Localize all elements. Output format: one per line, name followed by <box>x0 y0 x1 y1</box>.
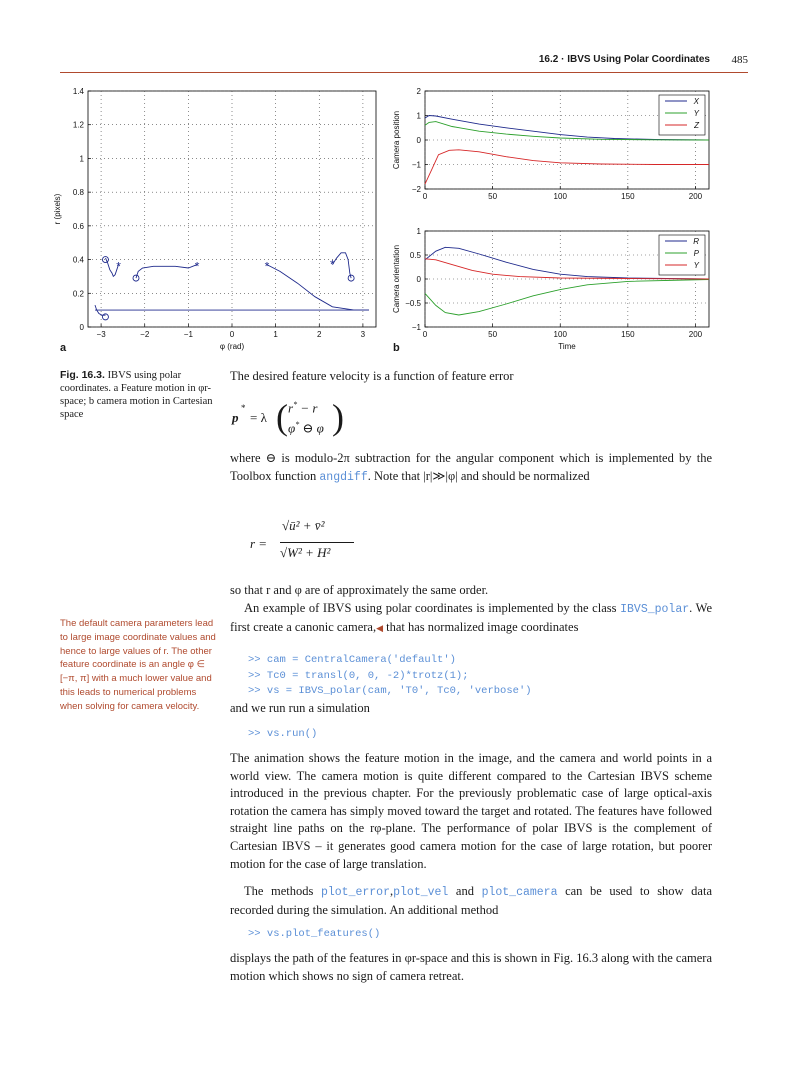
caption-label: Fig. 16.3. <box>60 369 105 381</box>
running-header <box>60 50 748 73</box>
eq2-numerator: √ū² + v̄² <box>282 518 325 533</box>
y-tick-label: −1 <box>411 160 421 170</box>
section-title: 16.2 · IBVS Using Polar Coordinates <box>538 54 710 65</box>
code-plot-vel: plot_vel <box>393 886 449 899</box>
figure-caption <box>60 369 218 421</box>
series-line-2 <box>136 265 197 279</box>
paragraph-6: The animation shows the feature motion in the image, and the camera and world points in a world view. The camera motion is quite different compared to the Cartesian IBVS scheme introduced in the previous chapter. For the previously problematic case of large optical-axis rotation the camera has simply moved toward the target and rotated. The features have followed straight line paths on the rφ-plane. The performance of polar IBVS is the complement of Cartesian IBVS – it generates good camera motion for the case of large rotation, but poorer motion for the case of large translation. <box>230 751 712 871</box>
x-tick-label: 200 <box>688 330 703 339</box>
y-tick-label: 1.2 <box>72 120 84 130</box>
series-line-P <box>425 280 709 316</box>
eq2-denominator: √W² + H² <box>280 545 331 560</box>
equation-2 <box>250 518 370 566</box>
caption-text: IBVS using polar coordinates. a Feature motion in φr-space; b camera motion in Cartesian space <box>60 370 213 420</box>
p2-text-b: . Note that |r|≫|φ| and should be normalized <box>367 468 590 483</box>
x-tick-label: 200 <box>688 192 703 201</box>
y-tick-label: −2 <box>411 185 421 194</box>
eq1-lhs: p <box>232 410 239 425</box>
x-axis-label: φ (rad) <box>219 342 245 351</box>
x-tick-label: 0 <box>422 192 428 201</box>
x-tick-label: 1 <box>273 330 278 339</box>
paragraph-8: displays the path of the features in φr-space and this is shown in Fig. 16.3 along with the camera motion which shows no sign of camera retreat. <box>230 951 712 983</box>
margin-note-marker-icon: ◀ <box>376 622 384 633</box>
x-axis-label: Time <box>558 342 576 351</box>
legend-label: R <box>693 237 699 246</box>
y-tick-label: 1 <box>416 111 421 121</box>
y-tick-label: −0.5 <box>405 299 421 308</box>
start-marker <box>102 257 108 263</box>
x-tick-label: 150 <box>621 330 635 339</box>
legend-label: Z <box>694 121 699 130</box>
p7-and: and <box>448 884 482 898</box>
paragraph-4 <box>230 600 712 637</box>
y-tick-label: 0 <box>416 136 421 145</box>
x-tick-label: 0 <box>422 330 428 339</box>
x-tick-label: 100 <box>553 192 567 201</box>
paragraph-5: and we run run a simulation <box>230 701 370 715</box>
p4-text-a: An example of IBVS using polar coordinates is implemented by the class <box>244 601 621 615</box>
series-line-5 <box>332 253 351 278</box>
y-tick-label: 0.2 <box>72 289 84 299</box>
legend-label: Y <box>693 109 699 118</box>
equation-1: p * = λ ( r* − r φ* ⊖ φ ) <box>232 397 344 437</box>
eq2-lhs: r = <box>250 536 268 551</box>
y-tick-label: 1.4 <box>72 87 84 96</box>
code-block-2: >> vs.run() <box>248 728 318 740</box>
y-tick-label: 0.8 <box>72 188 84 198</box>
code-plot-error: plot_error <box>320 886 390 899</box>
legend-label: Y <box>693 261 699 270</box>
y-tick-label: 1 <box>416 227 421 236</box>
p2-text-a: where ⊖ is modulo-2π subtraction for the angular component which is implemented by the Toolbox function <box>230 451 712 483</box>
start-marker <box>133 275 139 281</box>
y-axis-label: Camera position <box>392 110 401 170</box>
margin-note: The default camera parameters lead to large image coordinate values and hence to large values of r. The other feature coordinate is an angle φ ∈ [−π, π] with a much lower value and this leads to numerical problems when solving for camera velocity. <box>60 618 216 712</box>
end-marker: * <box>194 259 200 274</box>
x-tick-label: 2 <box>317 330 322 339</box>
end-marker: * <box>116 259 121 274</box>
paragraph-3: so that r and φ are of approximately the same order. <box>230 583 489 597</box>
code-line: >> cam = CentralCamera('default') <box>248 654 456 666</box>
y-tick-label: 1 <box>79 154 84 164</box>
chart-panel-b-top <box>385 82 715 207</box>
code-block-1 <box>248 653 532 700</box>
page-number: 485 <box>731 54 748 66</box>
y-axis-label: r (pixels) <box>53 193 62 225</box>
p7-text-a: The methods <box>244 884 321 898</box>
code-block-3: >> vs.plot_features() <box>248 928 381 940</box>
y-tick-label: −1 <box>411 323 421 332</box>
paragraph-2 <box>230 450 712 486</box>
series-line-Z <box>425 150 709 184</box>
x-tick-label: 3 <box>360 330 366 339</box>
chart-panel-a <box>52 82 382 357</box>
p4-text-c: that has normalized image coordinates <box>383 619 579 634</box>
x-tick-label: −2 <box>140 330 150 339</box>
chart-panel-b-bottom <box>385 224 715 357</box>
paragraph-7 <box>230 883 712 919</box>
p7-sep: , <box>389 884 394 898</box>
legend-label: P <box>693 249 699 258</box>
end-marker: * <box>330 257 335 272</box>
p4-text-b: . We first create a canonic camera, <box>230 601 712 634</box>
y-tick-label: 0.4 <box>72 255 84 265</box>
y-tick-label: 0 <box>79 323 84 332</box>
panel-b-letter: b <box>393 342 400 354</box>
x-tick-label: 150 <box>621 192 635 201</box>
x-tick-label: −3 <box>96 330 106 339</box>
p7-text-b: can be used to show data recorded during the simulation. An additional method <box>230 884 712 917</box>
y-axis-label: Camera orientation <box>392 244 401 314</box>
paragraph-1: The desired feature velocity is a function of feature error <box>230 369 514 383</box>
x-tick-label: 50 <box>488 330 498 339</box>
legend-label: X <box>693 97 699 106</box>
x-tick-label: 50 <box>488 192 498 201</box>
panel-a-letter: a <box>60 342 67 354</box>
y-tick-label: 0.6 <box>72 221 84 231</box>
end-marker: * <box>264 259 270 274</box>
code-line: >> Tc0 = transl(0, 0, -2)*trotz(1); <box>248 669 469 682</box>
x-tick-label: 0 <box>229 330 235 339</box>
x-tick-label: −1 <box>183 330 193 339</box>
start-marker <box>348 275 354 281</box>
y-tick-label: 0.5 <box>409 251 421 260</box>
y-tick-label: 2 <box>416 87 421 96</box>
x-tick-label: 100 <box>553 330 567 339</box>
series-line-3 <box>267 265 369 311</box>
y-tick-label: 0 <box>416 275 421 284</box>
code-ibvs-polar: IBVS_polar <box>620 603 690 616</box>
code-line: >> vs = IBVS_polar(cam, 'T0', Tc0, 'verbose') <box>248 685 532 697</box>
code-angdiff: angdiff <box>319 470 368 484</box>
code-plot-camera: plot_camera <box>481 886 558 899</box>
